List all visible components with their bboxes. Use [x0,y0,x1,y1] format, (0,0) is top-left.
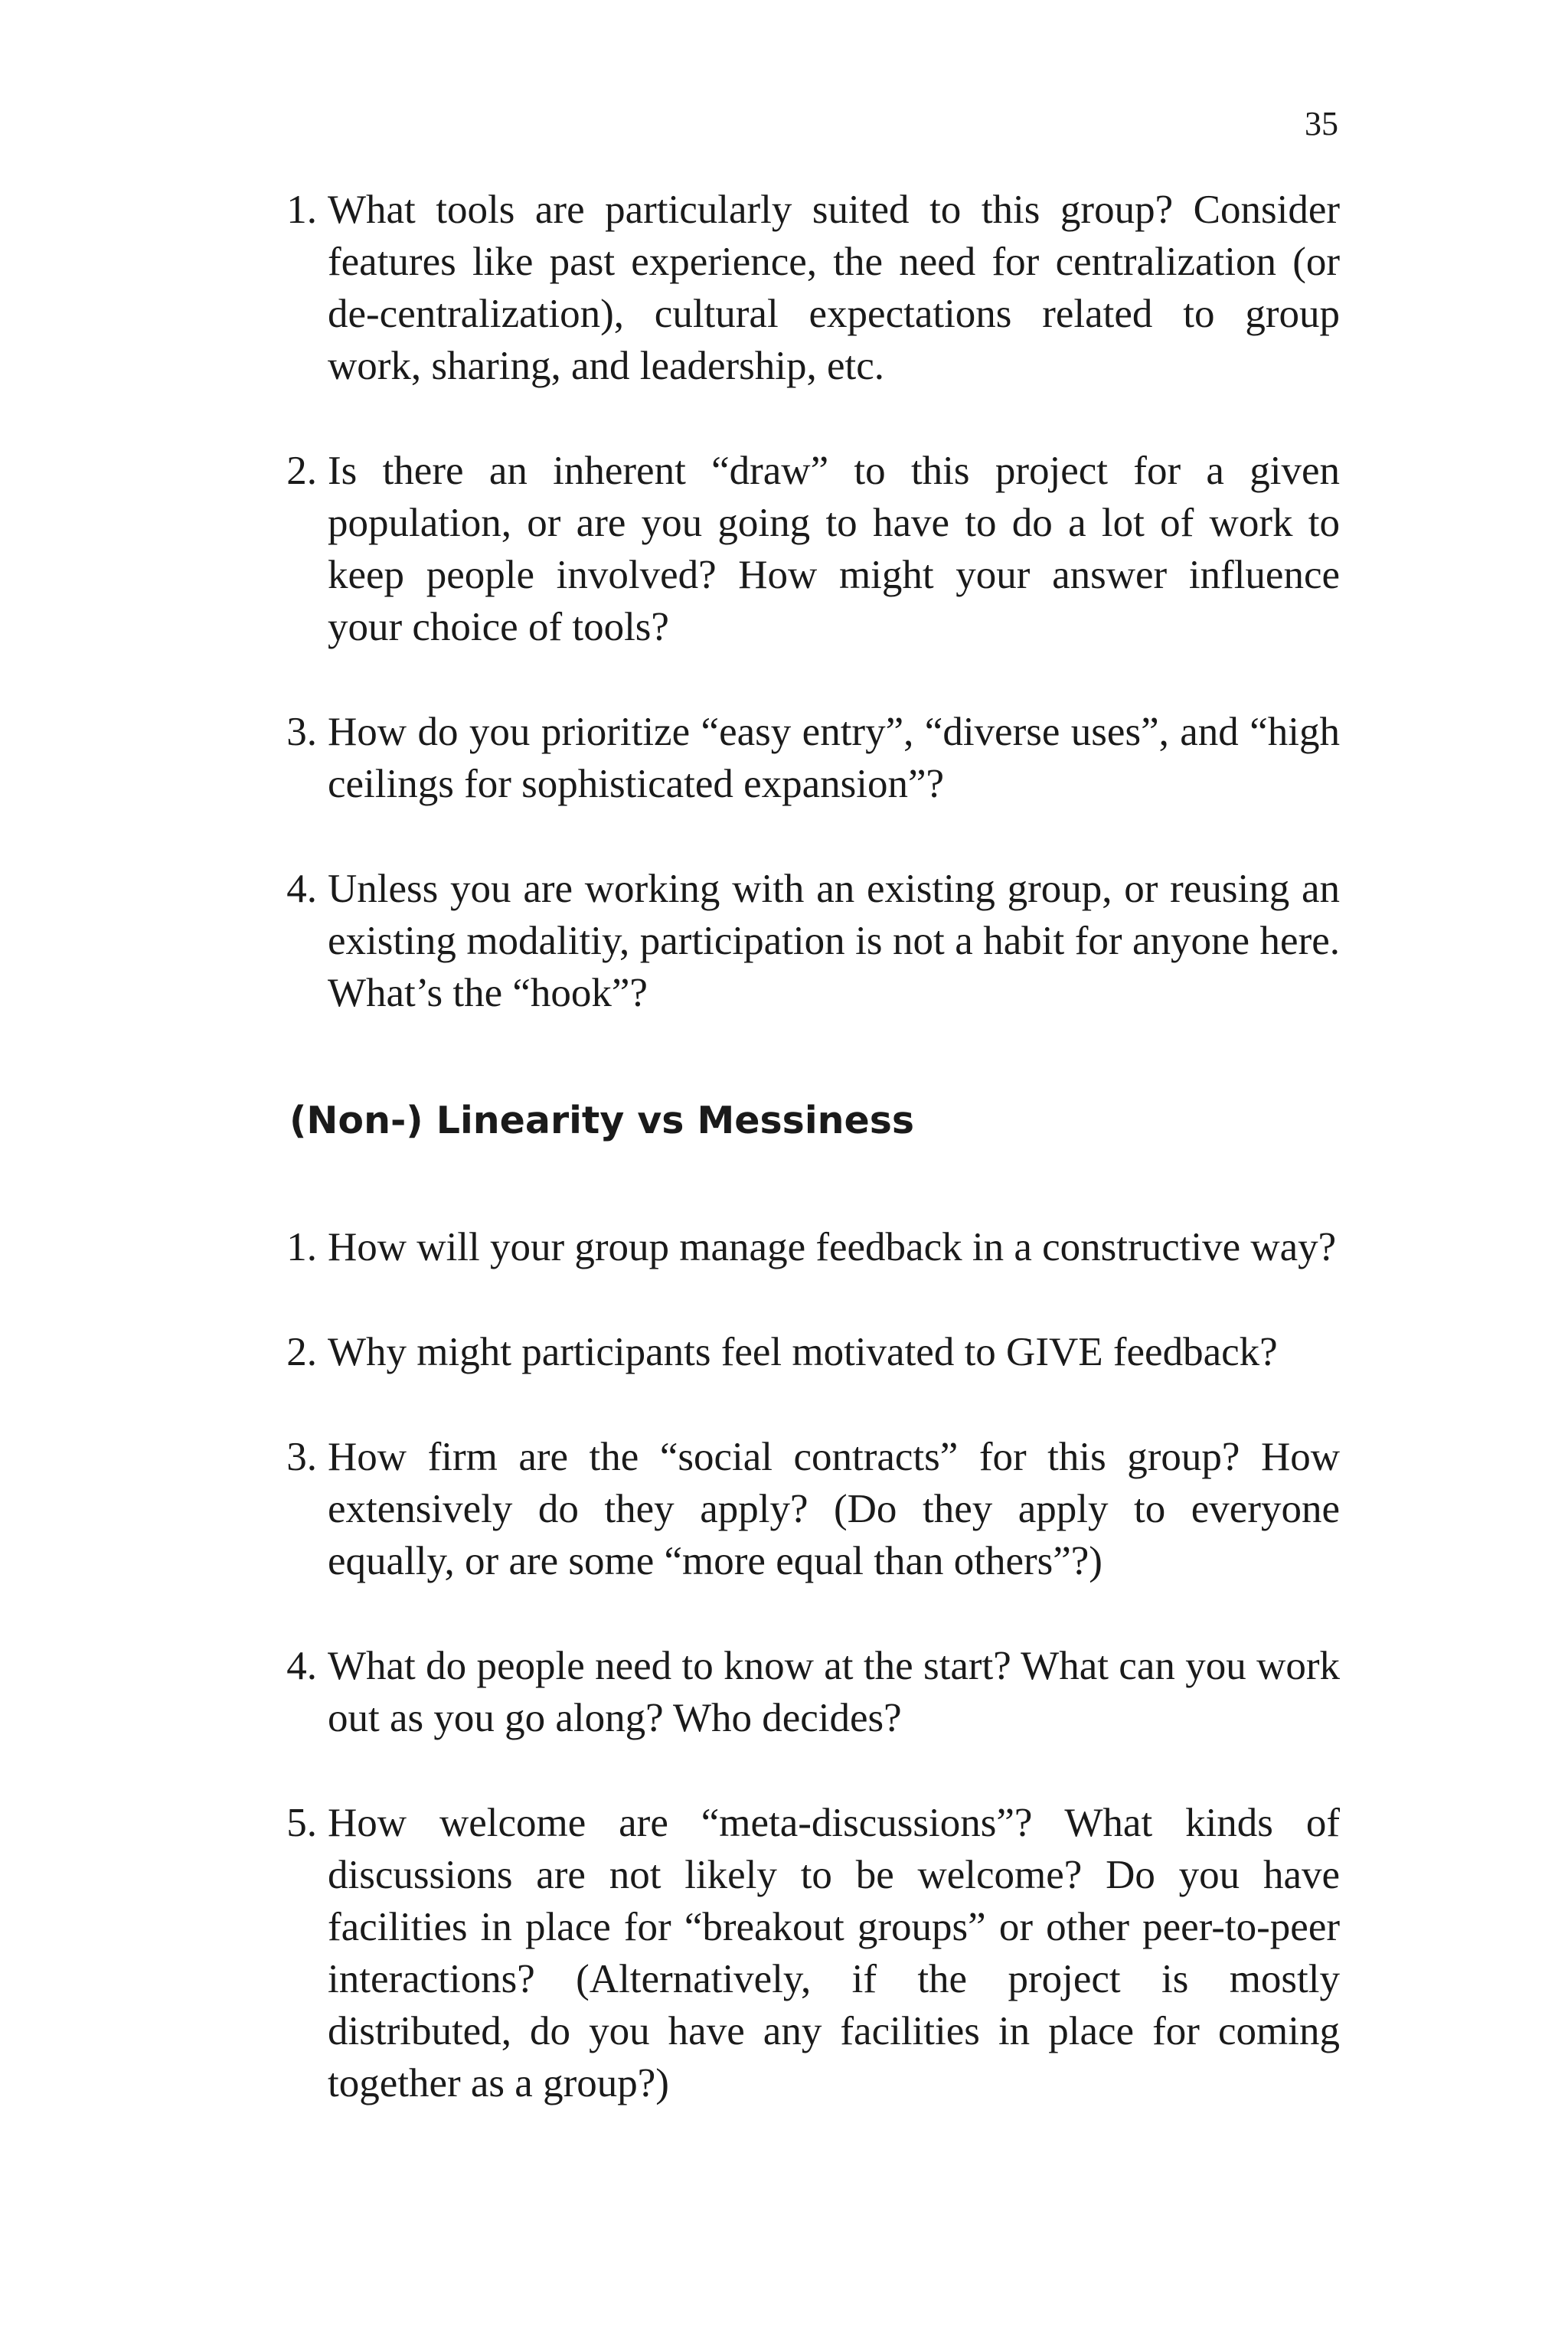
section-heading: (Non-) Linearity vs Messiness [289,1099,915,1142]
list-item [276,863,1340,1019]
list-item-text: Is there an inherent “draw” to this project for a given population, or are you going to have to do a lot of work to keep people involved? How might your answer influence your choice of tools? [328,449,1340,649]
list-item-text: Unless you are working with an existing group, or reusing an existing modalitiy, participation is not a habit for anyone here. What’s the “hook”? [328,867,1340,1015]
list-item [276,1221,1340,1273]
page-number: 35 [1305,105,1338,142]
list-item-number: 5. [286,1801,317,1845]
list-item [276,445,1340,653]
list-item-number: 1. [286,188,317,232]
list-item [276,1326,1340,1378]
list-item-text: What tools are particularly suited to this group? Consider features like past experience, the need for centralization (or de-centralization), cultural expectations related to group work, sharing, and leadership, etc. [328,188,1340,388]
list-item-number: 2. [286,1330,317,1374]
list-item-number: 3. [286,710,317,754]
list-item-text: How do you prioritize “easy entry”, “diverse uses”, and “high ceilings for sophisticated expansion”? [328,710,1340,806]
list-item-number: 1. [286,1225,317,1269]
question-list-linearity [276,1221,1340,2162]
list-item [276,1640,1340,1744]
list-item-text: How will your group manage feedback in a constructive way? [328,1225,1337,1269]
question-list-tools [276,184,1340,1072]
list-item-text: What do people need to know at the start? What can you work out as you go along? Who decides? [328,1644,1340,1740]
list-item-number: 3. [286,1435,317,1479]
list-item-number: 2. [286,449,317,493]
list-item-text: How firm are the “social contracts” for this group? How extensively do they apply? (Do they apply to everyone equally, or are some “more equal than others”?) [328,1435,1340,1583]
list-item [276,1431,1340,1587]
list-item-number: 4. [286,867,317,911]
list-item-text: How welcome are “meta-discussions”? What kinds of discussions are not likely to be welcome? Do you have facilities in place for “breakout groups” or other peer-to-peer interactions? (Alternatively, if the project is mostly distributed, do you have any facilities in place for coming together as a group?) [328,1801,1340,2105]
list-item [276,184,1340,392]
list-item [276,706,1340,810]
list-item-number: 4. [286,1644,317,1688]
list-item [276,1797,1340,2109]
list-item-text: Why might participants feel motivated to GIVE feedback? [328,1330,1278,1374]
